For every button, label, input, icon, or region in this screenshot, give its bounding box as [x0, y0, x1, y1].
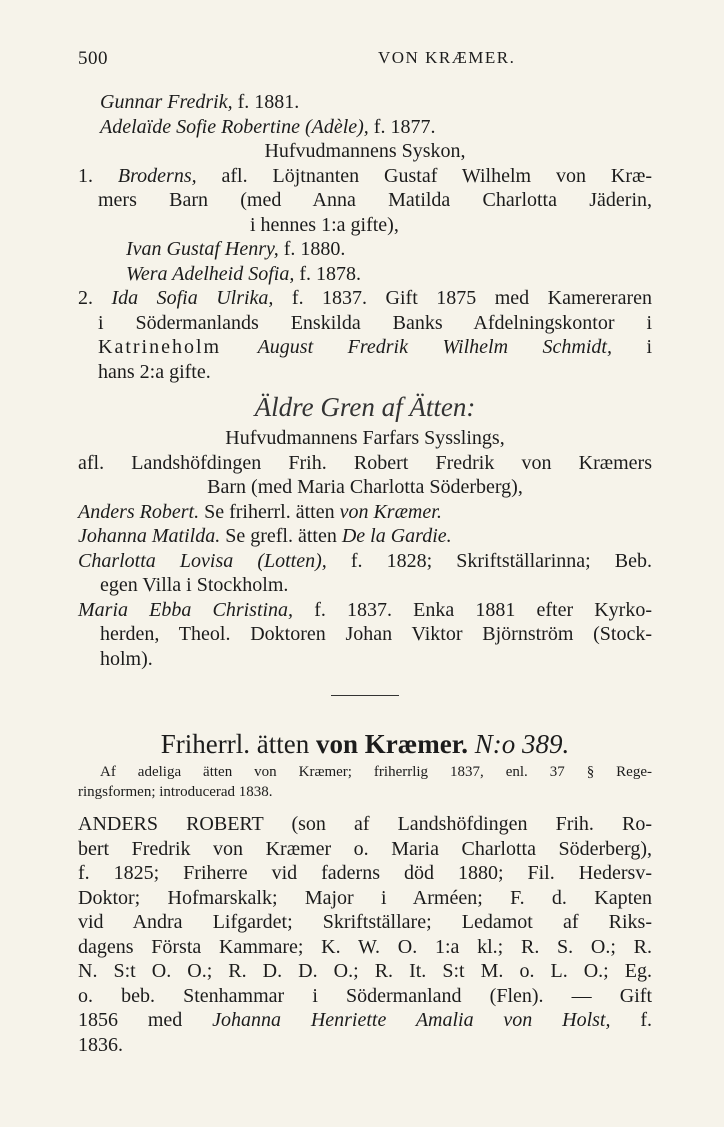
entry-line: dagens Första Kammare; K. W. O. 1:a kl.; R. S. O.; R. [78, 935, 652, 958]
entry-line: holm). [100, 647, 153, 670]
entry-line: Anders Robert. Se friherrl. ätten von Kræmer. [78, 500, 442, 523]
section-divider [331, 695, 399, 696]
entry-line: 1. Broderns, afl. Löjtnanten Gustaf Wilhelm von Kræ- [78, 164, 652, 187]
entry-line: o. beb. Stenhammar i Södermanland (Flen). — Gift [78, 984, 652, 1007]
section-title: Friherrl. ätten von Kræmer. N:o 389. [160, 729, 570, 759]
entry-line: Wera Adelheid Sofia, f. 1878. [126, 262, 361, 285]
running-head: VON KRÆMER. [378, 48, 516, 67]
entry-line: Ivan Gustaf Henry, f. 1880. [126, 238, 346, 260]
entry-line: 2. Ida Sofia Ulrika, f. 1837. Gift 1875 med Kamereraren [78, 287, 652, 309]
entry-line: hans 2:a gifte. [98, 360, 211, 383]
subheading: Äldre Gren af Ätten: [254, 392, 476, 422]
group-heading: Hufvudmannens Syskon, [264, 140, 466, 162]
entry-line: egen Villa i Stockholm. [100, 574, 289, 596]
entry-line: Johanna Matilda. Se grefl. ätten De la Gardie. [78, 525, 452, 547]
entry-line: herden, Theol. Doktoren Johan Viktor Björnström (Stock- [100, 623, 652, 645]
entry-line: Gunnar Fredrik, f. 1881. [100, 91, 300, 113]
section-note: Af adeliga ätten von Kræmer; friherrlig 1837, enl. 37 § Rege- [100, 764, 652, 780]
entry-line: i Södermanlands Enskilda Banks Afdelningskontor i [98, 311, 652, 334]
entry-line: bert Fredrik von Kræmer o. Maria Charlotta Söderberg), [78, 837, 652, 860]
entry-line: mers Barn (med Anna Matilda Charlotta Jäderin, [98, 189, 652, 211]
section-note: ringsformen; introducerad 1838. [78, 784, 273, 800]
entry-line: 1836. [78, 1033, 123, 1056]
entry-line: vid Andra Lifgardet; Skriftställare; Ledamot af Riks- [78, 911, 652, 933]
entry-line: afl. Landshöfdingen Frih. Robert Fredrik von Kræmers [78, 451, 652, 474]
entry-line: Maria Ebba Christina, f. 1837. Enka 1881 efter Kyrko- [78, 598, 652, 621]
page-number: 500 [78, 48, 108, 69]
entry-line: Doktor; Hofmarskalk; Major i Arméen; F. d. Kapten [78, 886, 652, 909]
entry-line: i hennes 1:a gifte), [250, 213, 399, 236]
entry-line: Barn (med Maria Charlotta Söderberg), [207, 476, 523, 498]
entry-line: Katrineholm August Fredrik Wilhelm Schmidt, i [98, 336, 653, 358]
page-body [78, 90, 652, 1057]
entry-line: Adelaïde Sofie Robertine (Adèle), f. 1877. [100, 115, 436, 138]
entry-line: N. S:t O. O.; R. D. D. O.; R. It. S:t M. o. L. O.; Eg. [78, 960, 652, 982]
group-heading: Hufvudmannens Farfars Sysslings, [225, 427, 505, 449]
entry-line: ANDERS ROBERT (son af Landshöfdingen Frih. Ro- [78, 813, 652, 835]
entry-line: 1856 med Johanna Henriette Amalia von Holst, f. [78, 1009, 652, 1031]
page-header [78, 48, 646, 72]
entry-line: Charlotta Lovisa (Lotten), f. 1828; Skriftställarinna; Beb. [78, 549, 652, 572]
entry-line: f. 1825; Friherre vid faderns död 1880; Fil. Hedersv- [78, 862, 652, 884]
